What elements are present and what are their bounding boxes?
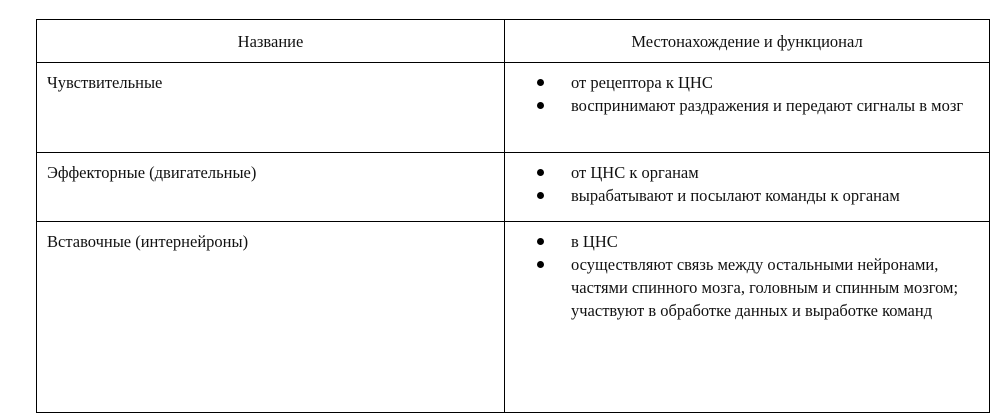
- bullet-icon: [537, 261, 544, 268]
- list-item: [537, 161, 979, 184]
- neuron-types-table: [36, 19, 990, 413]
- table-row: [37, 222, 990, 413]
- bullet-icon: [537, 102, 544, 109]
- list-item: [537, 253, 979, 322]
- table-row: [37, 153, 990, 222]
- table-row: [37, 63, 990, 153]
- bullet-list: [537, 161, 979, 207]
- row-name-interneuron: Вставочные (интернейроны): [37, 222, 505, 413]
- list-item: [537, 230, 979, 253]
- row-name-sensory: Чувствительные: [37, 63, 505, 153]
- list-item: [537, 71, 979, 94]
- list-item: [537, 94, 979, 117]
- bullet-icon: [537, 169, 544, 176]
- list-item-text: вырабатывают и посылают команды к органам: [571, 186, 900, 205]
- list-item-text: от ЦНС к органам: [571, 163, 699, 182]
- row-description: [505, 222, 990, 413]
- bullet-icon: [537, 192, 544, 199]
- bullet-list: [537, 71, 979, 117]
- bullet-icon: [537, 238, 544, 245]
- bullet-list: [537, 230, 979, 322]
- row-description: [505, 63, 990, 153]
- bullet-icon: [537, 79, 544, 86]
- list-item-text: в ЦНС: [571, 232, 618, 251]
- list-item-text: от рецептора к ЦНС: [571, 73, 713, 92]
- list-item: [537, 184, 979, 207]
- table-header-row: [37, 20, 990, 63]
- header-name: Название: [37, 20, 505, 63]
- header-location-function: Местонахождение и функционал: [505, 20, 990, 63]
- row-description: [505, 153, 990, 222]
- row-name-effector: Эффекторные (двигательные): [37, 153, 505, 222]
- list-item-text: воспринимают раздражения и передают сигналы в мозг: [571, 96, 964, 115]
- list-item-text: осуществляют связь между остальными нейронами, частями спинного мозга, головным и спинным мозгом; участвуют в обработке данных и выработке команд: [571, 255, 959, 320]
